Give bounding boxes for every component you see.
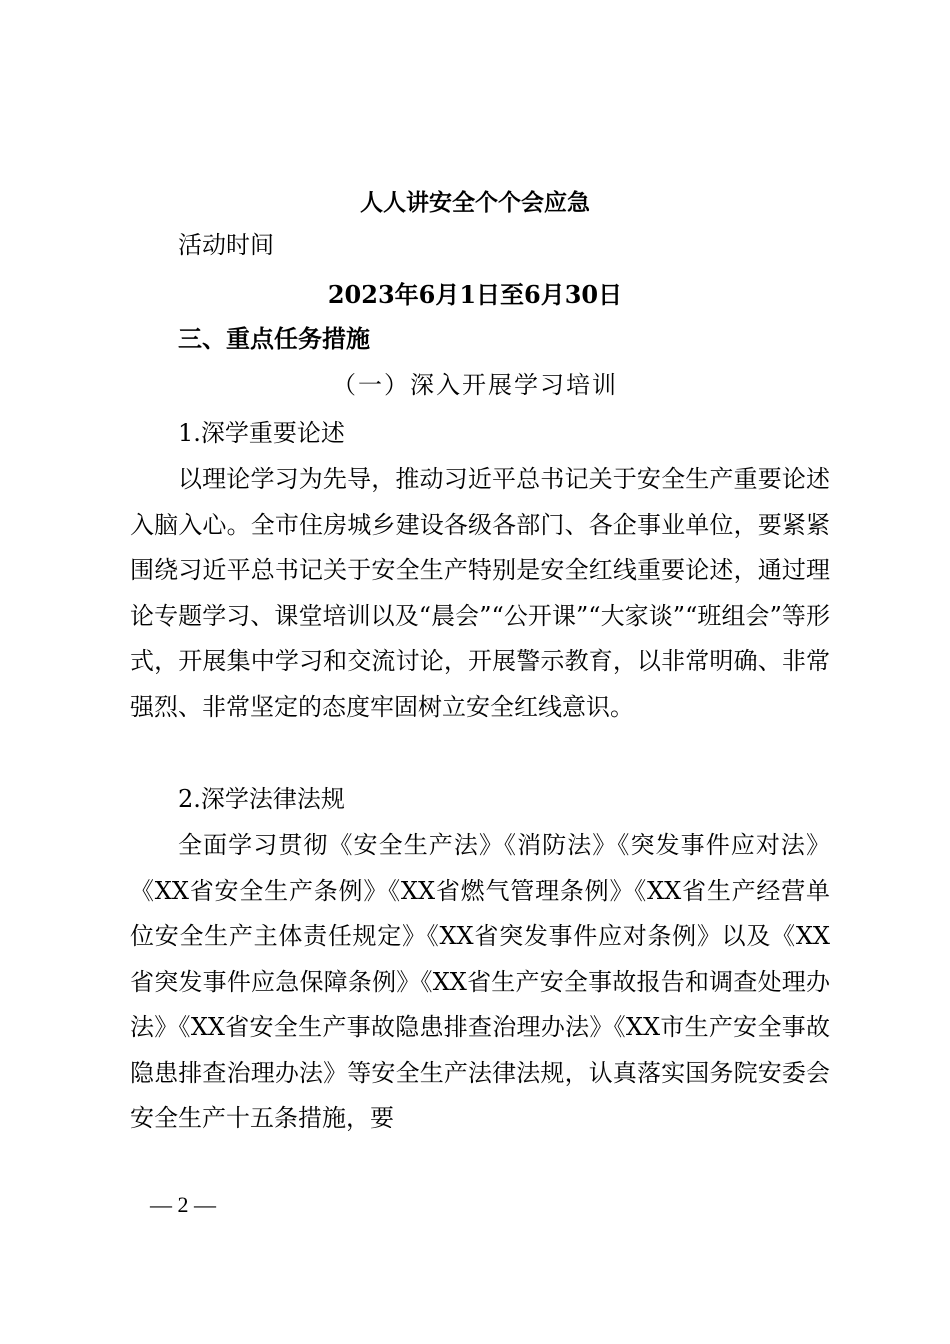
item2-paragraph: 全面学习贯彻《安全生产法》《消防法》《突发事件应对法》《XX省安全生产条例》《XX省燃气管理条例》《XX省生产经营单位安全生产主体责任规定》《XX省突发事件应对条例》以及《XX省突发事件应急保障条例》《XX省生产安全事故报告和调查处理办法》《XX省安全生产事故隐患排查治理办法》《XX市生产安全事故隐患排查治理办法》等安全生产法律法规，认真落实国务院安委会安全生产十五条措施，要 bbox=[130, 831, 830, 1132]
section-heading: 三、重点任务措施 bbox=[178, 324, 370, 353]
subsection-heading: （一）深入开展学习培训 bbox=[332, 371, 618, 399]
item1-paragraph: 以理论学习为先导，推动习近平总书记关于安全生产重要论述入脑入心。全市住房城乡建设各级各部门、各企事业单位，要紧紧围绕习近平总书记关于安全生产特别是安全红线重要论述，通过理论专题学习、课堂培训以及“晨会”“公开课”“大家谈”“班组会”等形式，开展集中学习和交流讨论，开展警示教育，以非常明确、非常强烈、非常坚定的态度牢固树立安全红线意识。 bbox=[130, 465, 830, 721]
activity-time-value: 2023年6月1日至6月30日 bbox=[327, 280, 623, 309]
activity-time-label: 活动时间 bbox=[178, 231, 274, 259]
document-title: 人人讲安全个个会应急 bbox=[360, 189, 590, 216]
item1-heading: 1.深学重要论述 bbox=[178, 419, 345, 447]
item2-heading: 2.深学法律法规 bbox=[178, 785, 345, 813]
page-number: — 2 — bbox=[150, 1192, 216, 1217]
